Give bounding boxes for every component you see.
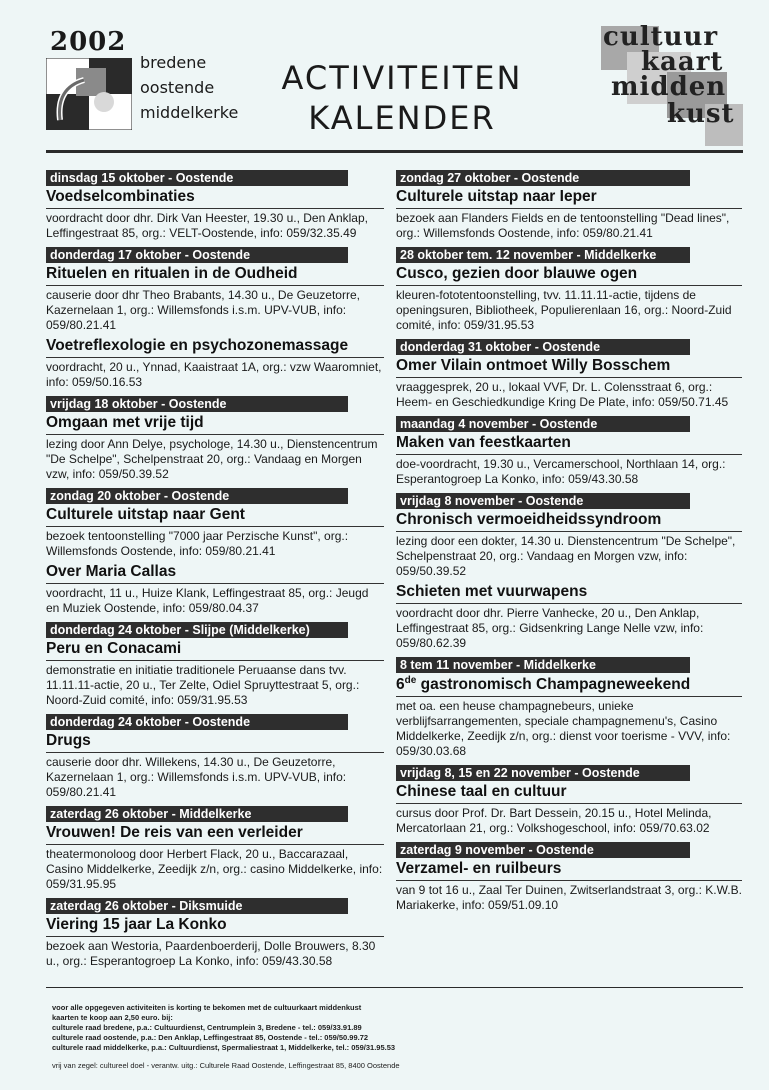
council-logo-icon xyxy=(46,58,132,130)
event-title: Omer Vilain ontmoet Willy Bosschem xyxy=(396,357,742,378)
event-date-bar: maandag 4 november - Oostende xyxy=(396,416,690,432)
event-description: bezoek aan Westoria, Paardenboerderij, Dolle Brouwers, 8.30 u., org.: Esperantogroep La Konko, info: 059/43.30.58 xyxy=(46,939,376,968)
event-description: causerie door dhr Theo Brabants, 14.30 u., De Geuzetorre, Kazernelaan 1, org.: Willemsfonds i.s.m. UPV-VUB, info: 059/80.21.41 xyxy=(46,288,360,332)
event-description: cursus door Prof. Dr. Bart Dessein, 20.15 u., Hotel Melinda, Mercatorlaan 21, org.: Volkshogeschool, info: 059/70.63.02 xyxy=(396,806,712,836)
event-title: Maken van feestkaarten xyxy=(396,434,742,455)
event-block xyxy=(46,714,384,800)
place-middelkerke: middelkerke xyxy=(140,103,239,122)
title-line-1: ACTIVITEITEN xyxy=(281,59,523,97)
event-date-bar: 28 oktober tem. 12 november - Middelkerke xyxy=(396,247,690,263)
footer-notes xyxy=(52,1003,742,1071)
event-block xyxy=(396,339,742,410)
event-description: voordracht, 20 u., Ynnad, Kaaistraat 1A, org.: vzw Waaromniet, info: 059/50.16.53 xyxy=(46,360,382,389)
event-title: Chinese taal en cultuur xyxy=(396,783,742,804)
event-title: Viering 15 jaar La Konko xyxy=(46,916,384,937)
event-title-number: 6 xyxy=(396,676,405,694)
event-description: bezoek aan Flanders Fields en de tentoonstelling "Dead lines", org.: Willemsfonds Oostende, info: 059/80.21.41 xyxy=(396,211,730,240)
event-block xyxy=(46,170,384,241)
event-block xyxy=(396,657,742,759)
right-column xyxy=(396,170,742,919)
event-description: demonstratie en initiatie traditionele Peruaanse dans tvv. 11.11.11-actie, 20 u., Ter Zelte, Odiel Spruyttestraat 5, org.: Noord-Zuid comité, info: 059/31.95.53 xyxy=(46,663,360,707)
event-description: voordracht door dhr. Dirk Van Heester, 19.30 u., Den Anklap, Leffingestraat 85, org.: VELT-Oostende, info: 059/32.35.49 xyxy=(46,211,368,240)
event-title: Verzamel- en ruilbeurs xyxy=(396,860,742,881)
footer-line: culturele raad oostende, p.a.: Den Anklap, Leffingestraat 85, Oostende - tel.: 059/50.99.72 xyxy=(52,1033,369,1042)
event-block xyxy=(396,247,742,333)
event-title: Chronisch vermoeidheidssyndroom xyxy=(396,511,742,532)
event-block xyxy=(396,493,742,651)
cultuurkaart-logo xyxy=(597,22,747,150)
publisher-line: vrij van zegel: cultureel doel - verantw. uitg.: Culturele Raad Oostende, Leffingestraat 85, 8400 Oostende xyxy=(52,1061,400,1070)
event-description: theatermonoloog door Herbert Flack, 20 u., Baccarazaal, Casino Middelkerke, Zeedijk z/n, org.: casino Middelkerke, info: 059/31.95.95 xyxy=(46,847,383,891)
footer-line: culturele raad middelkerke, p.a.: Cultuurdienst, Spermaliestraat 1, Middelkerke, tel.: 059/31.95.53 xyxy=(52,1043,396,1052)
left-column xyxy=(46,170,384,975)
event-date-bar: zaterdag 26 oktober - Diksmuide xyxy=(46,898,348,914)
event-block xyxy=(46,898,384,969)
event-date-bar: zaterdag 26 oktober - Middelkerke xyxy=(46,806,348,822)
event-date-bar: zaterdag 9 november - Oostende xyxy=(396,842,690,858)
event-title: Culturele uitstap naar Ieper xyxy=(396,188,742,209)
footer-line: voor alle opgegeven activiteiten is korting te bekomen met de cultuurkaart middenkust xyxy=(52,1003,362,1012)
event-block xyxy=(46,396,384,482)
event-date-bar: donderdag 24 oktober - Oostende xyxy=(46,714,348,730)
event-date-bar: dinsdag 15 oktober - Oostende xyxy=(46,170,348,186)
event-title: Cusco, gezien door blauwe ogen xyxy=(396,265,742,286)
page-header xyxy=(0,0,769,150)
year-label: 2002 xyxy=(50,27,127,57)
event-description: lezing door Ann Delye, psychologe, 14.30 u., Dienstencentrum "De Schelpe", Schelpenstraat 20, org.: Vandaag en Morgen vzw, info: 059/50.39.52 xyxy=(46,437,378,481)
event-title xyxy=(396,675,742,697)
place-oostende: oostende xyxy=(140,78,215,97)
event-date-bar: vrijdag 18 oktober - Oostende xyxy=(46,396,348,412)
event-description: kleuren-fototentoonstelling, tvv. 11.11.11-actie, tijdens de openingsuren, Bibliotheek, Populierenlaan 16, org.: Noord-Zuid comité, info: 059/31.95.53 xyxy=(396,288,732,332)
event-date-bar: 8 tem 11 november - Middelkerke xyxy=(396,657,690,673)
event-description: bezoek tentoonstelling "7000 jaar Perzische Kunst", org.: Willemsfonds Oostende, info: 059/80.21.41 xyxy=(46,529,349,558)
footer-divider xyxy=(46,987,743,988)
event-title-ordinal: de xyxy=(404,675,417,686)
kaart-word-3: midden xyxy=(611,72,727,102)
municipality-list xyxy=(140,50,238,125)
event-title: Omgaan met vrije tijd xyxy=(46,414,384,435)
kaart-word-2: kaart xyxy=(641,47,724,77)
event-title: Peru en Conacami xyxy=(46,640,384,661)
event-title: Over Maria Callas xyxy=(46,563,384,584)
event-date-bar: donderdag 17 oktober - Oostende xyxy=(46,247,348,263)
kaart-word-4: kust xyxy=(667,99,735,129)
event-date-bar: zondag 20 oktober - Oostende xyxy=(46,488,348,504)
event-description: vraaggesprek, 20 u., lokaal VVF, Dr. L. Colensstraat 6, org.: Heem- en Geschiedkundige Kring De Plate, info: 059/50.71.45 xyxy=(396,380,729,409)
event-description: lezing door een dokter, 14.30 u. Dienstencentrum "De Schelpe", Schelpenstraat 20, org.: Vandaag en Morgen vzw, info: 059/50.39.52 xyxy=(396,534,736,578)
event-description: met oa. een heuse champagnebeurs, unieke verblijfsarrangementen, speciale champagnemenu's, Casino Middelkerke, Zeedijk z/n, org.: dienst voor toerisme - VVV, info: 059/30.03.68 xyxy=(396,699,731,759)
place-bredene: bredene xyxy=(140,53,207,72)
event-block xyxy=(46,622,384,708)
event-date-bar: donderdag 24 oktober - Slijpe (Middelkerke) xyxy=(46,622,348,638)
event-title: Culturele uitstap naar Gent xyxy=(46,506,384,527)
event-title: Voetreflexologie en psychozonemassage xyxy=(46,337,384,358)
event-title: Voedselcombinaties xyxy=(46,188,384,209)
page-title xyxy=(252,58,552,138)
event-block xyxy=(396,416,742,487)
event-block xyxy=(396,170,742,241)
footer-line: kaarten te koop aan 2,50 euro. bij: xyxy=(52,1013,173,1022)
event-date-bar: vrijdag 8, 15 en 22 november - Oostende xyxy=(396,765,690,781)
event-description: voordracht door dhr. Pierre Vanhecke, 20 u., Den Anklap, Leffingestraat 85, org.: Gidsenkring Lange Nelle vzw, info: 059/80.62.39 xyxy=(396,606,704,650)
event-title: Vrouwen! De reis van een verleider xyxy=(46,824,384,845)
header-divider xyxy=(46,150,743,153)
event-block xyxy=(396,765,742,836)
event-block xyxy=(46,488,384,616)
event-date-bar: vrijdag 8 november - Oostende xyxy=(396,493,690,509)
footer-line: culturele raad bredene, p.a.: Cultuurdienst, Centrumplein 3, Bredene - tel.: 059/33.91.89 xyxy=(52,1023,362,1032)
event-block xyxy=(46,247,384,390)
event-block xyxy=(396,842,742,913)
event-date-bar: zondag 27 oktober - Oostende xyxy=(396,170,690,186)
event-title: Schieten met vuurwapens xyxy=(396,583,742,604)
kaart-word-1: cultuur xyxy=(603,22,719,52)
event-description: voordracht, 11 u., Huize Klank, Leffingestraat 85, org.: Jeugd en Muziek Oostende, info: 059/80.04.37 xyxy=(46,586,369,615)
event-description: causerie door dhr. Willekens, 14.30 u., De Geuzetorre, Kazernelaan 1, org.: Willemsfonds i.s.m. UPV-VUB, info: 059/80.21.41 xyxy=(46,755,347,799)
event-block xyxy=(46,806,384,892)
event-date-bar: donderdag 31 oktober - Oostende xyxy=(396,339,690,355)
event-title-text: gastronomisch Champagneweekend xyxy=(420,676,691,694)
title-line-2: KALENDER xyxy=(308,99,496,137)
event-title: Rituelen en ritualen in de Oudheid xyxy=(46,265,384,286)
event-description: van 9 tot 16 u., Zaal Ter Duinen, Zwitserlandstraat 3, org.: K.W.B. Mariakerke, info: 059/51.09.10 xyxy=(396,883,742,913)
event-description: doe-voordracht, 19.30 u., Vercamerschool, Northlaan 14, org.: Esperantogroep La Konko, info: 059/43.30.58 xyxy=(396,457,726,486)
event-title: Drugs xyxy=(46,732,384,753)
